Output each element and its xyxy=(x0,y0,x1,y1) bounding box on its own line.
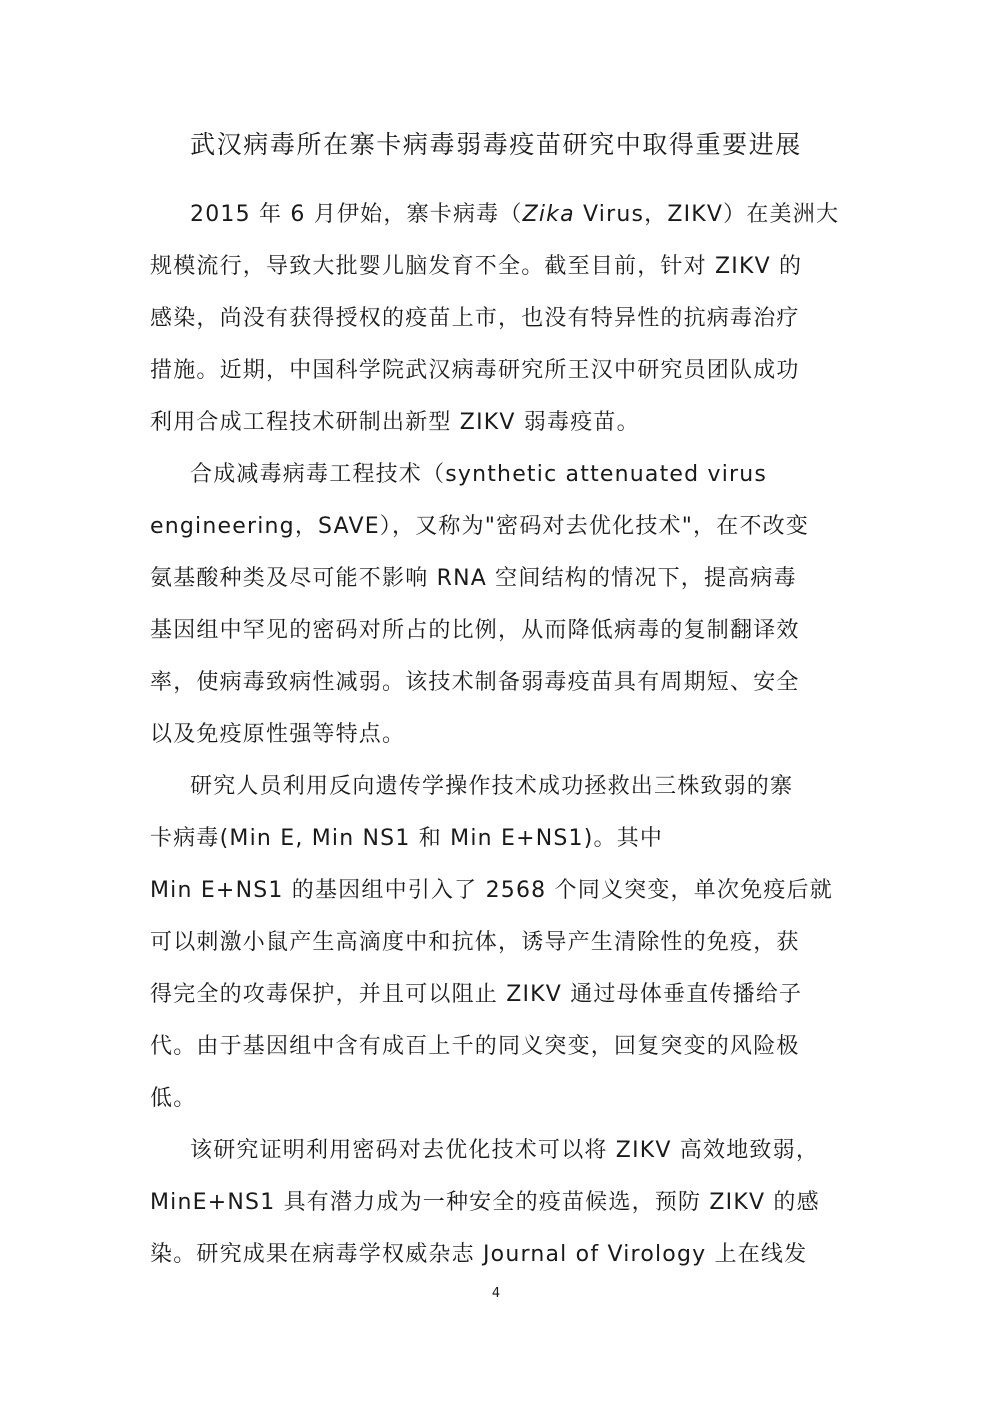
paragraph-line: 感染，尚没有获得授权的疫苗上市，也没有特异性的抗病毒治疗 xyxy=(150,306,800,331)
paragraph-line: MinE+NS1 具有潜力成为一种安全的疫苗候选，预防 ZIKV 的感 xyxy=(150,1190,820,1215)
paragraph-line: 利用合成工程技术研制出新型 ZIKV 弱毒疫苗。 xyxy=(150,410,640,435)
paragraph-line: 可以刺激小鼠产生高滴度中和抗体，诱导产生清除性的免疫，获 xyxy=(150,930,800,955)
paragraph-3 xyxy=(150,761,842,1125)
paragraph-line: 规模流行，导致大批婴儿脑发育不全。截至目前，针对 ZIKV 的 xyxy=(150,254,803,279)
italic-species-name: Zika xyxy=(522,202,575,227)
paragraph-line: 该研究证明利用密码对去优化技术可以将 ZIKV 高效地致弱， xyxy=(190,1138,820,1163)
paragraph-line: 基因组中罕见的密码对所占的比例，从而降低病毒的复制翻译效 xyxy=(150,618,800,643)
paragraph-line: 以及免疫原性强等特点。 xyxy=(150,722,406,747)
paragraph-line: 代。由于基因组中含有成百上千的同义突变，回复突变的风险极 xyxy=(150,1034,800,1059)
paragraph-line: 率，使病毒致病性减弱。该技术制备弱毒疫苗具有周期短、安全 xyxy=(150,670,800,695)
paragraph-line: 合成减毒病毒工程技术（synthetic attenuated virus xyxy=(190,462,768,487)
paragraph-line: 卡病毒(Min E, Min NS1 和 Min E+NS1)。其中 xyxy=(150,826,664,851)
paragraph-line: 得完全的攻毒保护，并且可以阻止 ZIKV 通过母体垂直传播给子 xyxy=(150,982,803,1007)
paragraph-1 xyxy=(150,189,842,449)
paragraph-4 xyxy=(150,1125,842,1281)
page-title: 武汉病毒所在寨卡病毒弱毒疫苗研究中取得重要进展 xyxy=(190,130,802,159)
paragraph-line: 氨基酸种类及尽可能不影响 RNA 空间结构的情况下，提高病毒 xyxy=(150,566,797,591)
article-body xyxy=(150,189,842,1281)
paragraph-line: 染。研究成果在病毒学权威杂志 Journal of Virology 上在线发 xyxy=(150,1242,808,1267)
paragraph-2 xyxy=(150,449,842,761)
paragraph-line: engineering，SAVE），又称为"密码对去优化技术"，在不改变 xyxy=(150,514,810,539)
paragraph-line: 低。 xyxy=(150,1086,197,1111)
line-text: Virus，ZIKV）在美洲大 xyxy=(574,202,840,227)
paragraph-line: 措施。近期，中国科学院武汉病毒研究所王汉中研究员团队成功 xyxy=(150,358,800,383)
page-number: 4 xyxy=(491,1286,501,1301)
paragraph-line: Min E+NS1 的基因组中引入了 2568 个同义突变，单次免疫后就 xyxy=(150,878,833,903)
paragraph-line xyxy=(150,189,842,241)
line-text: 2015 年 6 月伊始，寨卡病毒（ xyxy=(190,202,523,227)
paragraph-line: 研究人员利用反向遗传学操作技术成功拯救出三株致弱的寨 xyxy=(190,774,794,799)
